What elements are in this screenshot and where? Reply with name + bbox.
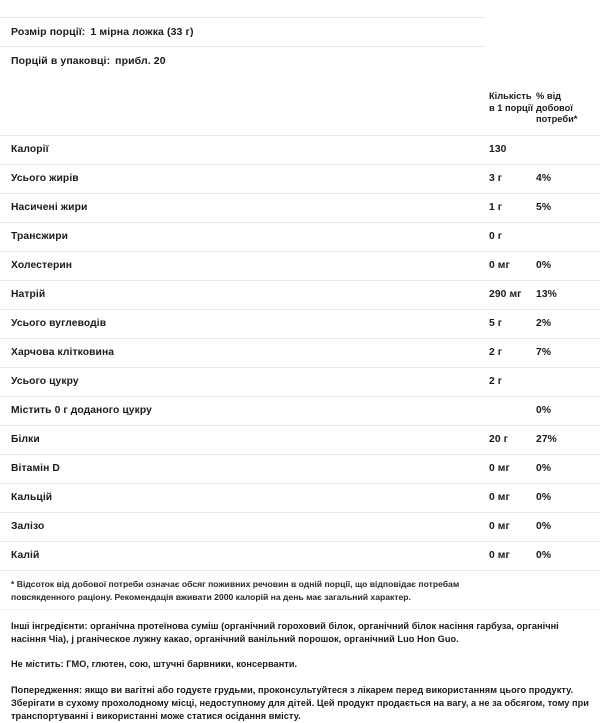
servings-per-container-row: [0, 46, 485, 75]
nutrient-daily-value: 2%: [536, 318, 552, 329]
nutrient-name: Трансжири: [11, 231, 69, 242]
nutrient-amount: 20 г: [489, 434, 509, 445]
nutrient-amount: 0 мг: [489, 492, 510, 503]
nutrient-amount: 2 г: [489, 347, 503, 358]
nutrient-name: Білки: [11, 434, 40, 445]
table-row: [0, 426, 600, 455]
serving-size-row: [0, 17, 485, 46]
table-row: [0, 513, 600, 542]
table-row: [0, 223, 600, 252]
nutrient-amount: 5 г: [489, 318, 503, 329]
nutrient-amount: 0 мг: [489, 463, 510, 474]
nutrient-amount: 2 г: [489, 376, 503, 387]
table-row: [0, 339, 600, 368]
nutrient-name: Усього жирів: [11, 173, 79, 184]
nutrient-name: Залізо: [11, 521, 45, 532]
nutrient-daily-value: 0%: [536, 463, 552, 474]
table-row: [0, 194, 600, 223]
nutrient-amount: [489, 397, 536, 426]
table-row: [0, 281, 600, 310]
table-row: [0, 368, 600, 397]
servings-per-container-value: прибл. 20: [115, 55, 166, 67]
table-row: [0, 165, 600, 194]
nutrient-daily-value: [536, 368, 600, 397]
table-row: [0, 310, 600, 339]
serving-size-value: 1 мірна ложка (33 г): [90, 26, 194, 38]
nutrient-name: Калій: [11, 550, 40, 561]
nutrient-name: Насичені жири: [11, 202, 88, 213]
nutrient-amount: 1 г: [489, 202, 503, 213]
nutrient-name: Усього цукру: [11, 376, 79, 387]
serving-size-label: Розмір порції:: [11, 26, 86, 38]
nutrient-daily-value: 0%: [536, 260, 552, 271]
nutrient-daily-value: 0%: [536, 405, 552, 416]
nutrient-name: Усього вуглеводів: [11, 318, 107, 329]
nutrient-amount: 0 мг: [489, 550, 510, 561]
nutrient-name: Вітамін D: [11, 463, 60, 474]
header-percent-daily-value: % від добової потреби*: [536, 91, 578, 124]
nutrient-daily-value: [536, 136, 600, 165]
nutrient-name: Натрій: [11, 289, 46, 300]
nutrient-amount: 0 мг: [489, 521, 510, 532]
nutrient-daily-value: 0%: [536, 550, 552, 561]
nutrient-table-body: [0, 136, 600, 571]
nutrient-daily-value: 0%: [536, 521, 552, 532]
nutrient-daily-value: 7%: [536, 347, 552, 358]
table-column-headers: [0, 75, 600, 135]
nutrient-name: Містить 0 г доданого цукру: [11, 405, 152, 416]
nutrient-daily-value: 5%: [536, 202, 552, 213]
nutrient-name: Холестерин: [11, 260, 73, 271]
additional-information: [0, 609, 600, 723]
table-row: [0, 455, 600, 484]
daily-value-footnote: [0, 570, 600, 609]
nutrient-name: Харчова клітковина: [11, 347, 115, 358]
header-spacer: [0, 89, 489, 129]
table-row: [0, 542, 600, 571]
nutrient-daily-value: 0%: [536, 492, 552, 503]
table-row: [0, 252, 600, 281]
servings-per-container-label: Порцій в упаковці:: [11, 55, 111, 67]
nutrient-daily-value: [536, 223, 600, 252]
nutrient-amount: 0 г: [489, 231, 503, 242]
table-row: [0, 136, 600, 165]
nutrient-daily-value: 13%: [536, 289, 557, 300]
nutrient-name: Кальцій: [11, 492, 53, 503]
table-row: [0, 397, 600, 426]
table-row: [0, 484, 600, 513]
nutrient-amount: 3 г: [489, 173, 503, 184]
serving-information: [0, 0, 600, 75]
nutrient-daily-value: 27%: [536, 434, 557, 445]
nutrient-amount: 130: [489, 144, 507, 155]
other-ingredients-text: Інші інгредієнти: органічна протеїнова суміш (органічний гороховий білок, органічний білок насіння гарбуза, органічні насіння Чіа), j рганіческое лужну какао, органічний ванільний порошок, органічний Luo Hon Guo.: [11, 621, 559, 645]
footnote-text: * Відсоток від добової потреби означає обсяг поживних речовин в одній порції, що відповідає потребам повсякденного раціону. Рекомендація вживати 2000 калорій на день має загальний характер.: [11, 579, 460, 602]
nutrient-daily-value: 4%: [536, 173, 552, 184]
header-amount-per-serving: Кількість в 1 порції: [489, 91, 533, 113]
nutrient-amount: 290 мг: [489, 289, 522, 300]
free-from-text: Не містить: ГМО, глютен, сою, штучні барвники, консерванти.: [11, 658, 298, 669]
nutrient-table: [0, 135, 600, 570]
nutrient-amount: 0 мг: [489, 260, 510, 271]
warning-text: Попередження: якщо ви вагітні або годуєте грудьми, проконсультуйтеся з лікарем перед використанням цього продукту. Зберігати в сухому прохолодному місці, недоступному для дітей. Цей продукт продається на вагу, а не за обсягом, тому при транспортуванні і використанні може статися осідання вмісту.: [11, 684, 590, 722]
nutrient-name: Калорії: [11, 144, 49, 155]
